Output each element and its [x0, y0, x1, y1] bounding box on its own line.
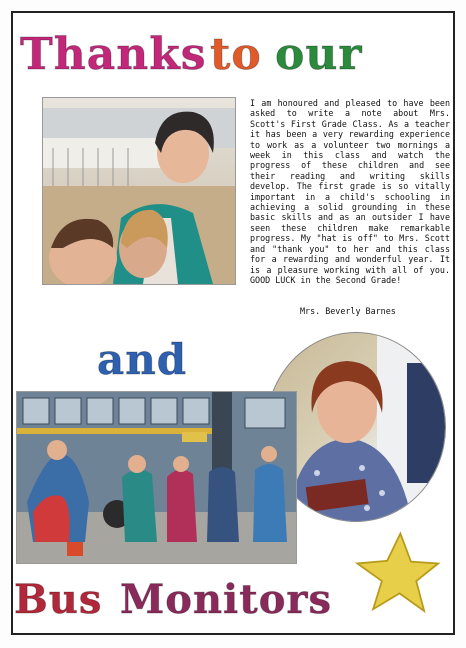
volunteer-note: I am honoured and pleased to have been asked to write a note about Mrs. Scott's First Grade Class. As a teacher it has been a very rewarding experience to work as a volunteer two mornings a week in this class and watch the progress of these children and see their reading and writing skills develop. The first grade is so vitally important in a child's schooling in achieving a solid grounding in these basic skills and as an outsider I have seen these children make remarkable progress. My "hat is off" to Mrs. Scott and "thank you" to her and this class for a rewarding and wonderful year. It is a pleasure working with all of you. GOOD LUCK in the Second Grade!: [250, 98, 450, 285]
headline-bus: Bus: [14, 576, 103, 623]
school-bus-photo: [16, 391, 297, 564]
headline-monitors: Monitors: [120, 576, 332, 623]
headline-and: and: [97, 335, 188, 384]
note-signature: Mrs. Beverly Barnes: [300, 306, 396, 316]
headline-our: our: [275, 29, 363, 80]
teacher-photo: [42, 97, 236, 285]
headline-to: to: [210, 29, 262, 80]
star-icon: [350, 530, 442, 618]
headline-thanks: Thanks: [20, 29, 207, 80]
